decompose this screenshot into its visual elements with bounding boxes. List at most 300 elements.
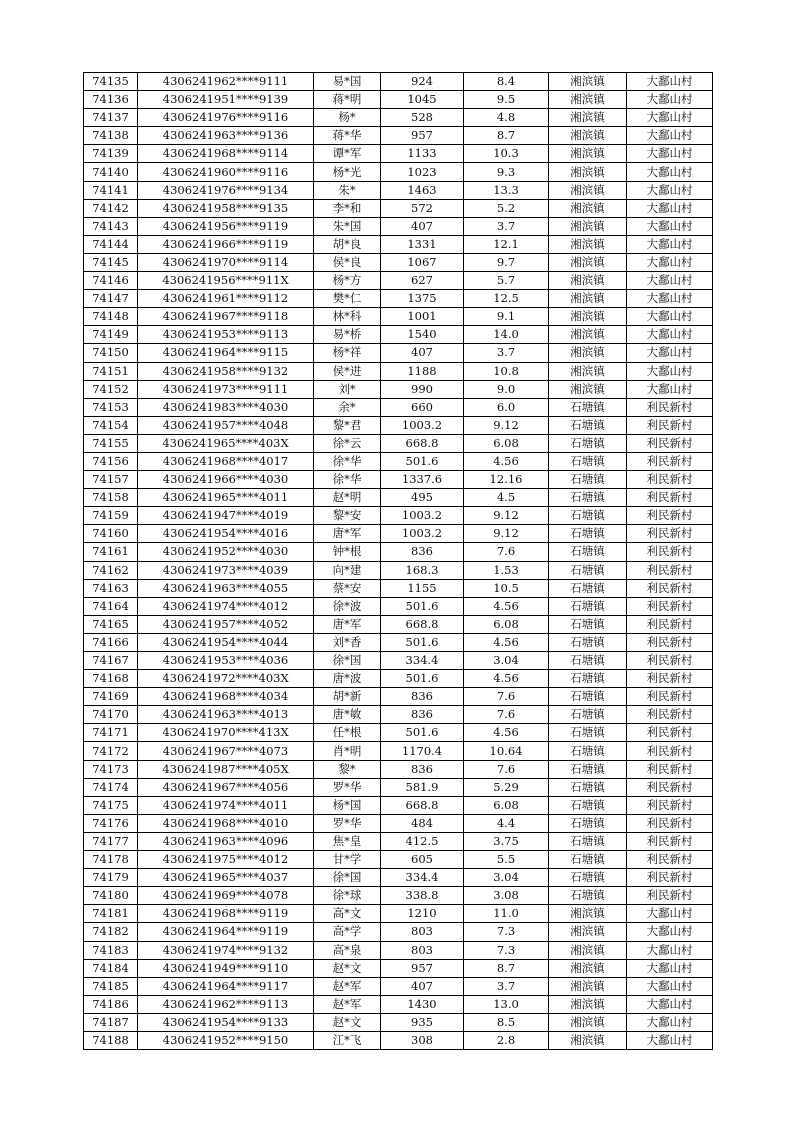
- amount-cell: 407: [381, 344, 464, 362]
- id-number-cell: 4306241962****9113: [138, 995, 314, 1013]
- table-row: [84, 561, 713, 579]
- area-cell: 12.5: [464, 290, 549, 308]
- id-number-cell: 4306241968****9114: [138, 145, 314, 163]
- name-cell: 易*国: [314, 73, 381, 91]
- id-number-cell: 4306241967****4073: [138, 742, 314, 760]
- town-cell: 湘滨镇: [549, 941, 627, 959]
- name-cell: 高*泉: [314, 941, 381, 959]
- village-cell: 大鄱山村: [627, 326, 713, 344]
- town-cell: 石塘镇: [549, 869, 627, 887]
- row-number-cell: 74173: [84, 760, 138, 778]
- name-cell: 肖*明: [314, 742, 381, 760]
- id-number-cell: 4306241963****4096: [138, 832, 314, 850]
- town-cell: 湘滨镇: [549, 145, 627, 163]
- town-cell: 石塘镇: [549, 471, 627, 489]
- id-number-cell: 4306241973****4039: [138, 561, 314, 579]
- amount-cell: 1170.4: [381, 742, 464, 760]
- area-cell: 5.5: [464, 851, 549, 869]
- name-cell: 向*建: [314, 561, 381, 579]
- area-cell: 12.16: [464, 471, 549, 489]
- town-cell: 石塘镇: [549, 851, 627, 869]
- amount-cell: 495: [381, 489, 464, 507]
- village-cell: 大鄱山村: [627, 253, 713, 271]
- id-number-cell: 4306241974****4012: [138, 597, 314, 615]
- table-row: [84, 525, 713, 543]
- table-row: [84, 109, 713, 127]
- id-number-cell: 4306241967****4056: [138, 778, 314, 796]
- id-number-cell: 4306241963****4013: [138, 706, 314, 724]
- id-number-cell: 4306241962****9111: [138, 73, 314, 91]
- area-cell: 4.5: [464, 489, 549, 507]
- name-cell: 焦*皇: [314, 832, 381, 850]
- row-number-cell: 74139: [84, 145, 138, 163]
- row-number-cell: 74159: [84, 507, 138, 525]
- amount-cell: 501.6: [381, 724, 464, 742]
- table-row: [84, 199, 713, 217]
- table-row: [84, 814, 713, 832]
- village-cell: 利民新村: [627, 398, 713, 416]
- row-number-cell: 74155: [84, 434, 138, 452]
- row-number-cell: 74142: [84, 199, 138, 217]
- name-cell: 唐*波: [314, 670, 381, 688]
- table-row: [84, 832, 713, 850]
- name-cell: 杨*方: [314, 272, 381, 290]
- area-cell: 3.7: [464, 977, 549, 995]
- table-row: [84, 869, 713, 887]
- row-number-cell: 74140: [84, 163, 138, 181]
- table-row: [84, 416, 713, 434]
- id-number-cell: 4306241967****9118: [138, 308, 314, 326]
- id-number-cell: 4306241964****9119: [138, 923, 314, 941]
- row-number-cell: 74150: [84, 344, 138, 362]
- town-cell: 石塘镇: [549, 706, 627, 724]
- village-cell: 大鄱山村: [627, 199, 713, 217]
- name-cell: 杨*国: [314, 796, 381, 814]
- id-number-cell: 4306241983****4030: [138, 398, 314, 416]
- id-number-cell: 4306241968****4034: [138, 688, 314, 706]
- name-cell: 蒋*华: [314, 127, 381, 145]
- amount-cell: 1003.2: [381, 416, 464, 434]
- row-number-cell: 74181: [84, 905, 138, 923]
- town-cell: 湘滨镇: [549, 380, 627, 398]
- amount-cell: 501.6: [381, 452, 464, 470]
- row-number-cell: 74168: [84, 670, 138, 688]
- town-cell: 石塘镇: [549, 434, 627, 452]
- row-number-cell: 74148: [84, 308, 138, 326]
- village-cell: 大鄱山村: [627, 977, 713, 995]
- area-cell: 9.12: [464, 525, 549, 543]
- row-number-cell: 74146: [84, 272, 138, 290]
- id-number-cell: 4306241956****911X: [138, 272, 314, 290]
- row-number-cell: 74138: [84, 127, 138, 145]
- village-cell: 大鄱山村: [627, 145, 713, 163]
- id-number-cell: 4306241974****9132: [138, 941, 314, 959]
- town-cell: 石塘镇: [549, 796, 627, 814]
- amount-cell: 668.8: [381, 615, 464, 633]
- table-row: [84, 434, 713, 452]
- row-number-cell: 74153: [84, 398, 138, 416]
- row-number-cell: 74160: [84, 525, 138, 543]
- village-cell: 利民新村: [627, 760, 713, 778]
- town-cell: 石塘镇: [549, 887, 627, 905]
- id-number-cell: 4306241965****4037: [138, 869, 314, 887]
- name-cell: 胡*新: [314, 688, 381, 706]
- table-row: [84, 995, 713, 1013]
- village-cell: 大鄱山村: [627, 290, 713, 308]
- table-row: [84, 796, 713, 814]
- area-cell: 9.0: [464, 380, 549, 398]
- id-number-cell: 4306241960****9116: [138, 163, 314, 181]
- village-cell: 利民新村: [627, 561, 713, 579]
- table-row: [84, 73, 713, 91]
- town-cell: 石塘镇: [549, 579, 627, 597]
- table-row: [84, 579, 713, 597]
- village-cell: 利民新村: [627, 796, 713, 814]
- amount-cell: 501.6: [381, 633, 464, 651]
- area-cell: 4.56: [464, 670, 549, 688]
- id-number-cell: 4306241970****413X: [138, 724, 314, 742]
- area-cell: 5.7: [464, 272, 549, 290]
- name-cell: 易*桥: [314, 326, 381, 344]
- table-body: [84, 73, 713, 1050]
- name-cell: 唐*军: [314, 615, 381, 633]
- row-number-cell: 74151: [84, 362, 138, 380]
- name-cell: 赵*明: [314, 489, 381, 507]
- village-cell: 利民新村: [627, 832, 713, 850]
- table-row: [84, 742, 713, 760]
- village-cell: 利民新村: [627, 869, 713, 887]
- town-cell: 湘滨镇: [549, 326, 627, 344]
- area-cell: 4.4: [464, 814, 549, 832]
- row-number-cell: 74149: [84, 326, 138, 344]
- row-number-cell: 74156: [84, 452, 138, 470]
- amount-cell: 605: [381, 851, 464, 869]
- village-cell: 利民新村: [627, 778, 713, 796]
- table-row: [84, 145, 713, 163]
- table-row: [84, 235, 713, 253]
- village-cell: 利民新村: [627, 724, 713, 742]
- id-number-cell: 4306241968****9119: [138, 905, 314, 923]
- name-cell: 黎*君: [314, 416, 381, 434]
- name-cell: 黎*安: [314, 507, 381, 525]
- amount-cell: 501.6: [381, 670, 464, 688]
- village-cell: 利民新村: [627, 688, 713, 706]
- amount-cell: 308: [381, 1031, 464, 1049]
- village-cell: 大鄱山村: [627, 923, 713, 941]
- data-table: [83, 72, 713, 1050]
- name-cell: 李*和: [314, 199, 381, 217]
- name-cell: 杨*祥: [314, 344, 381, 362]
- row-number-cell: 74166: [84, 633, 138, 651]
- amount-cell: 168.3: [381, 561, 464, 579]
- table-row: [84, 217, 713, 235]
- amount-cell: 660: [381, 398, 464, 416]
- row-number-cell: 74174: [84, 778, 138, 796]
- area-cell: 10.3: [464, 145, 549, 163]
- village-cell: 大鄱山村: [627, 163, 713, 181]
- table-row: [84, 615, 713, 633]
- table-row: [84, 652, 713, 670]
- table-row: [84, 380, 713, 398]
- name-cell: 谭*军: [314, 145, 381, 163]
- area-cell: 3.75: [464, 832, 549, 850]
- area-cell: 12.1: [464, 235, 549, 253]
- village-cell: 利民新村: [627, 507, 713, 525]
- town-cell: 石塘镇: [549, 724, 627, 742]
- area-cell: 4.8: [464, 109, 549, 127]
- village-cell: 利民新村: [627, 615, 713, 633]
- row-number-cell: 74183: [84, 941, 138, 959]
- row-number-cell: 74161: [84, 543, 138, 561]
- name-cell: 钟*根: [314, 543, 381, 561]
- row-number-cell: 74135: [84, 73, 138, 91]
- table-row: [84, 489, 713, 507]
- table-row: [84, 851, 713, 869]
- table-row: [84, 471, 713, 489]
- area-cell: 10.64: [464, 742, 549, 760]
- village-cell: 利民新村: [627, 416, 713, 434]
- town-cell: 湘滨镇: [549, 91, 627, 109]
- name-cell: 樊*仁: [314, 290, 381, 308]
- village-cell: 利民新村: [627, 814, 713, 832]
- amount-cell: 334.4: [381, 652, 464, 670]
- row-number-cell: 74169: [84, 688, 138, 706]
- row-number-cell: 74165: [84, 615, 138, 633]
- amount-cell: 957: [381, 127, 464, 145]
- table-row: [84, 543, 713, 561]
- name-cell: 林*科: [314, 308, 381, 326]
- village-cell: 大鄱山村: [627, 217, 713, 235]
- id-number-cell: 4306241976****9116: [138, 109, 314, 127]
- amount-cell: 803: [381, 923, 464, 941]
- id-number-cell: 4306241952****9150: [138, 1031, 314, 1049]
- table-row: [84, 181, 713, 199]
- area-cell: 3.04: [464, 869, 549, 887]
- row-number-cell: 74157: [84, 471, 138, 489]
- name-cell: 高*学: [314, 923, 381, 941]
- town-cell: 湘滨镇: [549, 163, 627, 181]
- table-row: [84, 670, 713, 688]
- town-cell: 石塘镇: [549, 561, 627, 579]
- row-number-cell: 74187: [84, 1013, 138, 1031]
- id-number-cell: 4306241963****4055: [138, 579, 314, 597]
- amount-cell: 1331: [381, 235, 464, 253]
- row-number-cell: 74188: [84, 1031, 138, 1049]
- table-row: [84, 724, 713, 742]
- amount-cell: 581.9: [381, 778, 464, 796]
- village-cell: 利民新村: [627, 597, 713, 615]
- row-number-cell: 74158: [84, 489, 138, 507]
- table-row: [84, 163, 713, 181]
- id-number-cell: 4306241976****9134: [138, 181, 314, 199]
- village-cell: 大鄱山村: [627, 362, 713, 380]
- area-cell: 3.08: [464, 887, 549, 905]
- amount-cell: 1188: [381, 362, 464, 380]
- table-row: [84, 778, 713, 796]
- area-cell: 9.12: [464, 416, 549, 434]
- id-number-cell: 4306241972****403X: [138, 670, 314, 688]
- name-cell: 高*文: [314, 905, 381, 923]
- area-cell: 7.3: [464, 923, 549, 941]
- amount-cell: 836: [381, 706, 464, 724]
- row-number-cell: 74180: [84, 887, 138, 905]
- village-cell: 利民新村: [627, 471, 713, 489]
- name-cell: 江*飞: [314, 1031, 381, 1049]
- id-number-cell: 4306241953****9113: [138, 326, 314, 344]
- table-row: [84, 688, 713, 706]
- area-cell: 9.1: [464, 308, 549, 326]
- town-cell: 石塘镇: [549, 652, 627, 670]
- amount-cell: 334.4: [381, 869, 464, 887]
- village-cell: 大鄱山村: [627, 109, 713, 127]
- town-cell: 石塘镇: [549, 760, 627, 778]
- amount-cell: 1023: [381, 163, 464, 181]
- row-number-cell: 74143: [84, 217, 138, 235]
- area-cell: 11.0: [464, 905, 549, 923]
- row-number-cell: 74164: [84, 597, 138, 615]
- village-cell: 利民新村: [627, 434, 713, 452]
- id-number-cell: 4306241947****4019: [138, 507, 314, 525]
- town-cell: 湘滨镇: [549, 905, 627, 923]
- row-number-cell: 74167: [84, 652, 138, 670]
- area-cell: 13.3: [464, 181, 549, 199]
- amount-cell: 528: [381, 109, 464, 127]
- village-cell: 大鄱山村: [627, 235, 713, 253]
- area-cell: 3.7: [464, 344, 549, 362]
- name-cell: 唐*敏: [314, 706, 381, 724]
- table-row: [84, 127, 713, 145]
- table-row: [84, 633, 713, 651]
- village-cell: 利民新村: [627, 851, 713, 869]
- town-cell: 湘滨镇: [549, 109, 627, 127]
- town-cell: 湘滨镇: [549, 1013, 627, 1031]
- amount-cell: 1067: [381, 253, 464, 271]
- id-number-cell: 4306241954****4016: [138, 525, 314, 543]
- row-number-cell: 74145: [84, 253, 138, 271]
- name-cell: 罗*华: [314, 814, 381, 832]
- area-cell: 6.08: [464, 796, 549, 814]
- town-cell: 湘滨镇: [549, 73, 627, 91]
- village-cell: 大鄱山村: [627, 959, 713, 977]
- amount-cell: 803: [381, 941, 464, 959]
- amount-cell: 407: [381, 977, 464, 995]
- village-cell: 利民新村: [627, 887, 713, 905]
- amount-cell: 1337.6: [381, 471, 464, 489]
- village-cell: 利民新村: [627, 579, 713, 597]
- town-cell: 石塘镇: [549, 615, 627, 633]
- town-cell: 石塘镇: [549, 489, 627, 507]
- id-number-cell: 4306241966****9119: [138, 235, 314, 253]
- village-cell: 利民新村: [627, 706, 713, 724]
- town-cell: 石塘镇: [549, 597, 627, 615]
- town-cell: 湘滨镇: [549, 290, 627, 308]
- village-cell: 利民新村: [627, 543, 713, 561]
- amount-cell: 1001: [381, 308, 464, 326]
- village-cell: 利民新村: [627, 525, 713, 543]
- table-row: [84, 308, 713, 326]
- id-number-cell: 4306241970****9114: [138, 253, 314, 271]
- village-cell: 大鄱山村: [627, 91, 713, 109]
- name-cell: 徐*波: [314, 597, 381, 615]
- table-row: [84, 706, 713, 724]
- row-number-cell: 74175: [84, 796, 138, 814]
- village-cell: 利民新村: [627, 670, 713, 688]
- village-cell: 大鄱山村: [627, 1013, 713, 1031]
- id-number-cell: 4306241951****9139: [138, 91, 314, 109]
- area-cell: 8.5: [464, 1013, 549, 1031]
- table-row: [84, 398, 713, 416]
- area-cell: 14.0: [464, 326, 549, 344]
- id-number-cell: 4306241949****9110: [138, 959, 314, 977]
- row-number-cell: 74141: [84, 181, 138, 199]
- town-cell: 石塘镇: [549, 543, 627, 561]
- id-number-cell: 4306241964****9117: [138, 977, 314, 995]
- id-number-cell: 4306241961****9112: [138, 290, 314, 308]
- area-cell: 1.53: [464, 561, 549, 579]
- id-number-cell: 4306241966****4030: [138, 471, 314, 489]
- village-cell: 利民新村: [627, 633, 713, 651]
- row-number-cell: 74186: [84, 995, 138, 1013]
- town-cell: 湘滨镇: [549, 344, 627, 362]
- row-number-cell: 74178: [84, 851, 138, 869]
- table-row: [84, 923, 713, 941]
- area-cell: 7.3: [464, 941, 549, 959]
- table-row: [84, 1031, 713, 1049]
- amount-cell: 668.8: [381, 796, 464, 814]
- row-number-cell: 74171: [84, 724, 138, 742]
- area-cell: 8.7: [464, 959, 549, 977]
- amount-cell: 1375: [381, 290, 464, 308]
- row-number-cell: 74185: [84, 977, 138, 995]
- id-number-cell: 4306241975****4012: [138, 851, 314, 869]
- amount-cell: 668.8: [381, 434, 464, 452]
- table-row: [84, 905, 713, 923]
- id-number-cell: 4306241957****4048: [138, 416, 314, 434]
- id-number-cell: 4306241964****9115: [138, 344, 314, 362]
- id-number-cell: 4306241952****4030: [138, 543, 314, 561]
- name-cell: 赵*军: [314, 995, 381, 1013]
- name-cell: 杨*: [314, 109, 381, 127]
- area-cell: 8.7: [464, 127, 549, 145]
- area-cell: 9.5: [464, 91, 549, 109]
- table-row: [84, 290, 713, 308]
- town-cell: 湘滨镇: [549, 959, 627, 977]
- row-number-cell: 74144: [84, 235, 138, 253]
- row-number-cell: 74163: [84, 579, 138, 597]
- amount-cell: 1045: [381, 91, 464, 109]
- village-cell: 利民新村: [627, 742, 713, 760]
- amount-cell: 1155: [381, 579, 464, 597]
- town-cell: 湘滨镇: [549, 235, 627, 253]
- row-number-cell: 74170: [84, 706, 138, 724]
- town-cell: 湘滨镇: [549, 362, 627, 380]
- village-cell: 大鄱山村: [627, 995, 713, 1013]
- table-row: [84, 597, 713, 615]
- name-cell: 刘*香: [314, 633, 381, 651]
- area-cell: 9.12: [464, 507, 549, 525]
- area-cell: 6.08: [464, 434, 549, 452]
- id-number-cell: 4306241958****9135: [138, 199, 314, 217]
- id-number-cell: 4306241963****9136: [138, 127, 314, 145]
- town-cell: 石塘镇: [549, 507, 627, 525]
- name-cell: 余*: [314, 398, 381, 416]
- table-row: [84, 760, 713, 778]
- row-number-cell: 74176: [84, 814, 138, 832]
- area-cell: 10.8: [464, 362, 549, 380]
- table-row: [84, 1013, 713, 1031]
- amount-cell: 1133: [381, 145, 464, 163]
- name-cell: 赵*文: [314, 959, 381, 977]
